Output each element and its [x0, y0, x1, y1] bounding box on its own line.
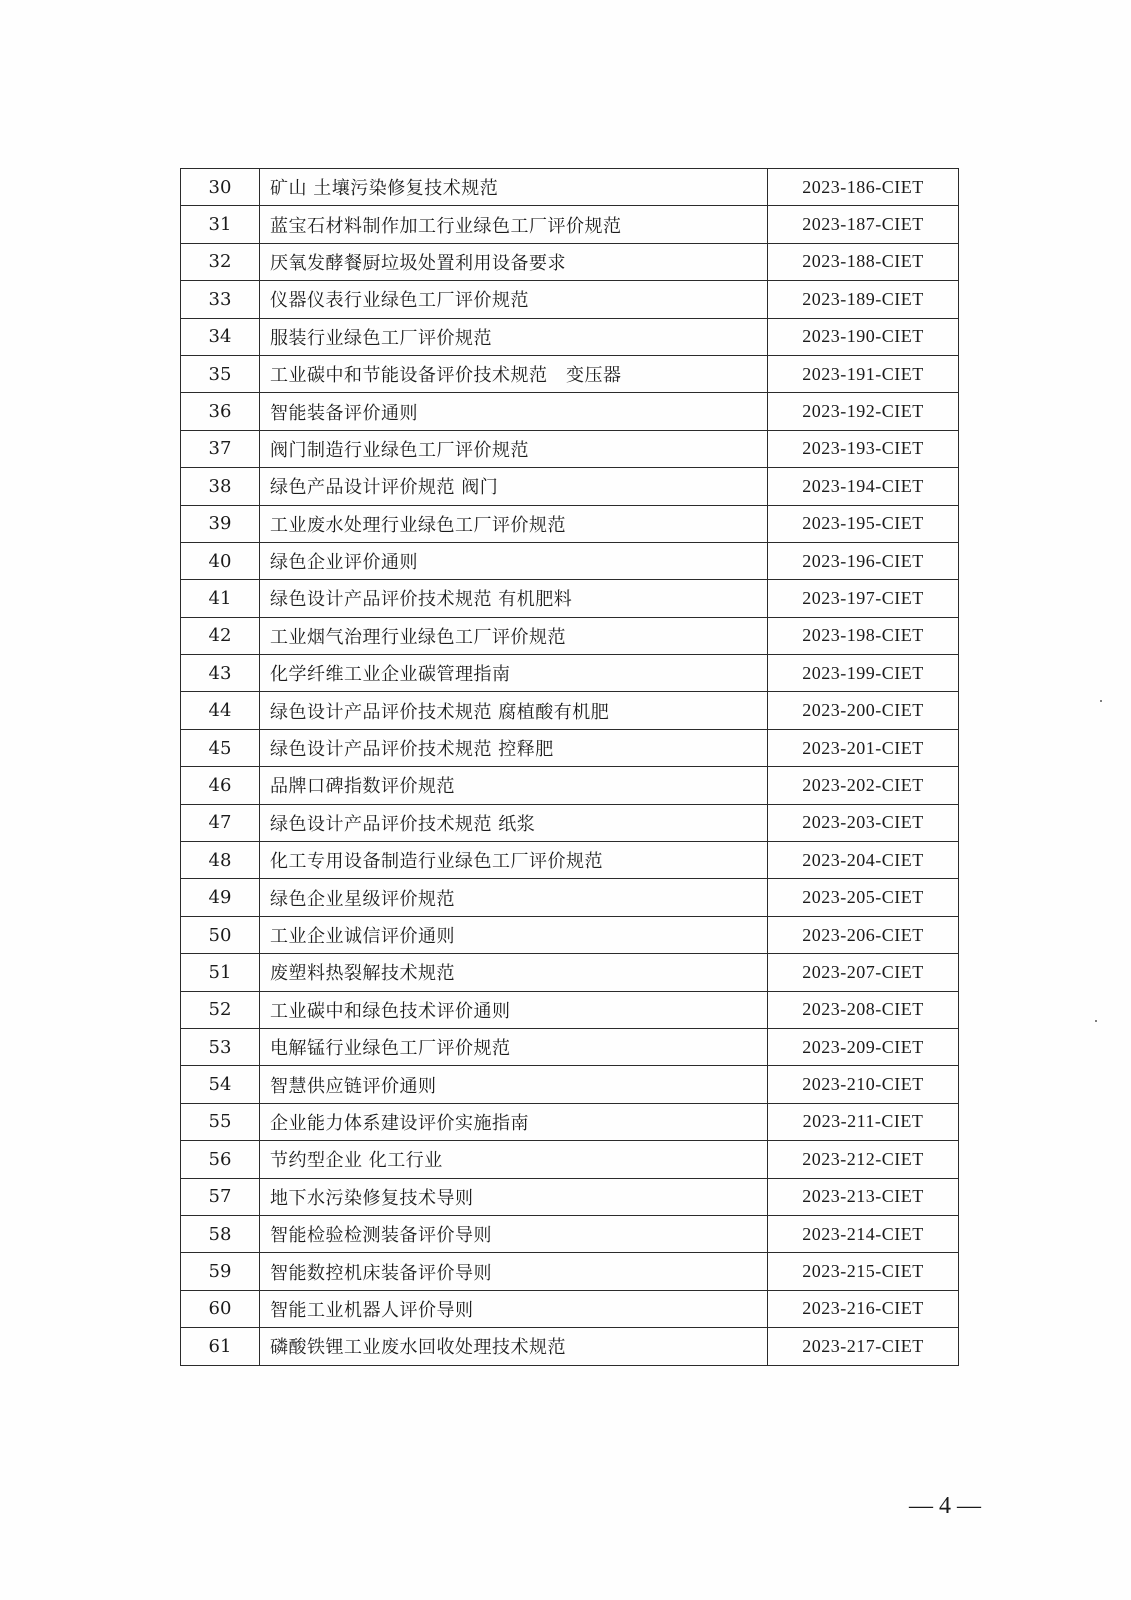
standard-name-cell: 工业烟气治理行业绿色工厂评价规范	[260, 617, 768, 654]
table-row	[181, 206, 959, 243]
table-row	[181, 468, 959, 505]
row-number-cell: 43	[181, 655, 260, 692]
standard-code-cell: 2023-197-CIET	[768, 580, 959, 617]
standard-code-cell: 2023-189-CIET	[768, 281, 959, 318]
standard-code-cell: 2023-205-CIET	[768, 879, 959, 916]
row-number-cell: 34	[181, 318, 260, 355]
standard-code-cell: 2023-202-CIET	[768, 767, 959, 804]
standard-name-cell: 绿色设计产品评价技术规范 腐植酸有机肥	[260, 692, 768, 729]
table-row	[181, 991, 959, 1028]
row-number-cell: 52	[181, 991, 260, 1028]
page-number: — 4 —	[909, 1493, 981, 1519]
standard-name-cell: 工业碳中和节能设备评价技术规范 变压器	[260, 355, 768, 392]
standard-name-cell: 矿山 土壤污染修复技术规范	[260, 169, 768, 206]
standard-code-cell: 2023-215-CIET	[768, 1253, 959, 1290]
row-number-cell: 40	[181, 542, 260, 579]
standard-name-cell: 智能数控机床装备评价导则	[260, 1253, 768, 1290]
table-row	[181, 916, 959, 953]
row-number-cell: 55	[181, 1103, 260, 1140]
standard-code-cell: 2023-211-CIET	[768, 1103, 959, 1140]
standard-code-cell: 2023-204-CIET	[768, 842, 959, 879]
table-row	[181, 729, 959, 766]
table-row	[181, 318, 959, 355]
row-number-cell: 33	[181, 281, 260, 318]
standard-code-cell: 2023-199-CIET	[768, 655, 959, 692]
standard-code-cell: 2023-200-CIET	[768, 692, 959, 729]
standard-code-cell: 2023-216-CIET	[768, 1290, 959, 1327]
row-number-cell: 61	[181, 1328, 260, 1365]
row-number-cell: 39	[181, 505, 260, 542]
table-row	[181, 281, 959, 318]
table-row	[181, 692, 959, 729]
standard-code-cell: 2023-214-CIET	[768, 1215, 959, 1252]
standard-code-cell: 2023-188-CIET	[768, 243, 959, 280]
standard-code-cell: 2023-206-CIET	[768, 916, 959, 953]
standard-code-cell: 2023-203-CIET	[768, 804, 959, 841]
table-row	[181, 430, 959, 467]
standard-code-cell: 2023-190-CIET	[768, 318, 959, 355]
standard-name-cell: 地下水污染修复技术导则	[260, 1178, 768, 1215]
table-row	[181, 580, 959, 617]
row-number-cell: 42	[181, 617, 260, 654]
standard-name-cell: 企业能力体系建设评价实施指南	[260, 1103, 768, 1140]
row-number-cell: 36	[181, 393, 260, 430]
table-row	[181, 655, 959, 692]
table-row	[181, 879, 959, 916]
table-row	[181, 505, 959, 542]
standards-table-body	[181, 169, 959, 1366]
row-number-cell: 41	[181, 580, 260, 617]
row-number-cell: 53	[181, 1028, 260, 1065]
row-number-cell: 59	[181, 1253, 260, 1290]
row-number-cell: 38	[181, 468, 260, 505]
table-row	[181, 542, 959, 579]
standard-name-cell: 绿色企业评价通则	[260, 542, 768, 579]
row-number-cell: 51	[181, 954, 260, 991]
standard-code-cell: 2023-213-CIET	[768, 1178, 959, 1215]
standard-name-cell: 绿色企业星级评价规范	[260, 879, 768, 916]
standard-code-cell: 2023-201-CIET	[768, 729, 959, 766]
standard-code-cell: 2023-187-CIET	[768, 206, 959, 243]
standard-name-cell: 智能检验检测装备评价导则	[260, 1215, 768, 1252]
table-row	[181, 1178, 959, 1215]
standard-name-cell: 智能工业机器人评价导则	[260, 1290, 768, 1327]
row-number-cell: 32	[181, 243, 260, 280]
standard-name-cell: 蓝宝石材料制作加工行业绿色工厂评价规范	[260, 206, 768, 243]
row-number-cell: 31	[181, 206, 260, 243]
row-number-cell: 48	[181, 842, 260, 879]
standard-code-cell: 2023-210-CIET	[768, 1066, 959, 1103]
row-number-cell: 57	[181, 1178, 260, 1215]
standard-name-cell: 工业碳中和绿色技术评价通则	[260, 991, 768, 1028]
table-row	[181, 1066, 959, 1103]
row-number-cell: 49	[181, 879, 260, 916]
row-number-cell: 30	[181, 169, 260, 206]
scan-speck	[1100, 700, 1102, 702]
standard-code-cell: 2023-194-CIET	[768, 468, 959, 505]
standard-name-cell: 厌氧发酵餐厨垃圾处置利用设备要求	[260, 243, 768, 280]
standard-code-cell: 2023-195-CIET	[768, 505, 959, 542]
standard-name-cell: 绿色设计产品评价技术规范 纸浆	[260, 804, 768, 841]
standard-name-cell: 阀门制造行业绿色工厂评价规范	[260, 430, 768, 467]
standard-code-cell: 2023-209-CIET	[768, 1028, 959, 1065]
table-row	[181, 767, 959, 804]
table-row	[181, 1103, 959, 1140]
standard-name-cell: 化学纤维工业企业碳管理指南	[260, 655, 768, 692]
standard-code-cell: 2023-198-CIET	[768, 617, 959, 654]
standard-name-cell: 节约型企业 化工行业	[260, 1141, 768, 1178]
table-row	[181, 1328, 959, 1365]
row-number-cell: 44	[181, 692, 260, 729]
standard-name-cell: 化工专用设备制造行业绿色工厂评价规范	[260, 842, 768, 879]
row-number-cell: 37	[181, 430, 260, 467]
table-row	[181, 617, 959, 654]
row-number-cell: 50	[181, 916, 260, 953]
standard-code-cell: 2023-186-CIET	[768, 169, 959, 206]
standard-code-cell: 2023-217-CIET	[768, 1328, 959, 1365]
row-number-cell: 46	[181, 767, 260, 804]
standard-code-cell: 2023-191-CIET	[768, 355, 959, 392]
scan-speck	[1095, 1020, 1097, 1022]
standard-code-cell: 2023-193-CIET	[768, 430, 959, 467]
table-row	[181, 1215, 959, 1252]
row-number-cell: 35	[181, 355, 260, 392]
standard-name-cell: 品牌口碑指数评价规范	[260, 767, 768, 804]
table-row	[181, 804, 959, 841]
standard-name-cell: 智能装备评价通则	[260, 393, 768, 430]
standard-name-cell: 服装行业绿色工厂评价规范	[260, 318, 768, 355]
table-row	[181, 954, 959, 991]
table-row	[181, 243, 959, 280]
row-number-cell: 54	[181, 1066, 260, 1103]
standard-name-cell: 废塑料热裂解技术规范	[260, 954, 768, 991]
table-row	[181, 1290, 959, 1327]
table-row	[181, 393, 959, 430]
standard-code-cell: 2023-208-CIET	[768, 991, 959, 1028]
table-row	[181, 1141, 959, 1178]
table-row	[181, 1028, 959, 1065]
standard-name-cell: 工业企业诚信评价通则	[260, 916, 768, 953]
row-number-cell: 60	[181, 1290, 260, 1327]
table-row	[181, 169, 959, 206]
standards-table	[180, 168, 959, 1366]
standard-name-cell: 仪器仪表行业绿色工厂评价规范	[260, 281, 768, 318]
standard-code-cell: 2023-196-CIET	[768, 542, 959, 579]
standard-name-cell: 绿色设计产品评价技术规范 有机肥料	[260, 580, 768, 617]
row-number-cell: 56	[181, 1141, 260, 1178]
standard-name-cell: 绿色产品设计评价规范 阀门	[260, 468, 768, 505]
standard-name-cell: 智慧供应链评价通则	[260, 1066, 768, 1103]
table-row	[181, 1253, 959, 1290]
standard-name-cell: 绿色设计产品评价技术规范 控释肥	[260, 729, 768, 766]
row-number-cell: 45	[181, 729, 260, 766]
table-row	[181, 355, 959, 392]
standard-name-cell: 电解锰行业绿色工厂评价规范	[260, 1028, 768, 1065]
standard-name-cell: 磷酸铁锂工业废水回收处理技术规范	[260, 1328, 768, 1365]
row-number-cell: 58	[181, 1215, 260, 1252]
standard-code-cell: 2023-207-CIET	[768, 954, 959, 991]
standard-code-cell: 2023-192-CIET	[768, 393, 959, 430]
standard-code-cell: 2023-212-CIET	[768, 1141, 959, 1178]
table-row	[181, 842, 959, 879]
standard-name-cell: 工业废水处理行业绿色工厂评价规范	[260, 505, 768, 542]
row-number-cell: 47	[181, 804, 260, 841]
